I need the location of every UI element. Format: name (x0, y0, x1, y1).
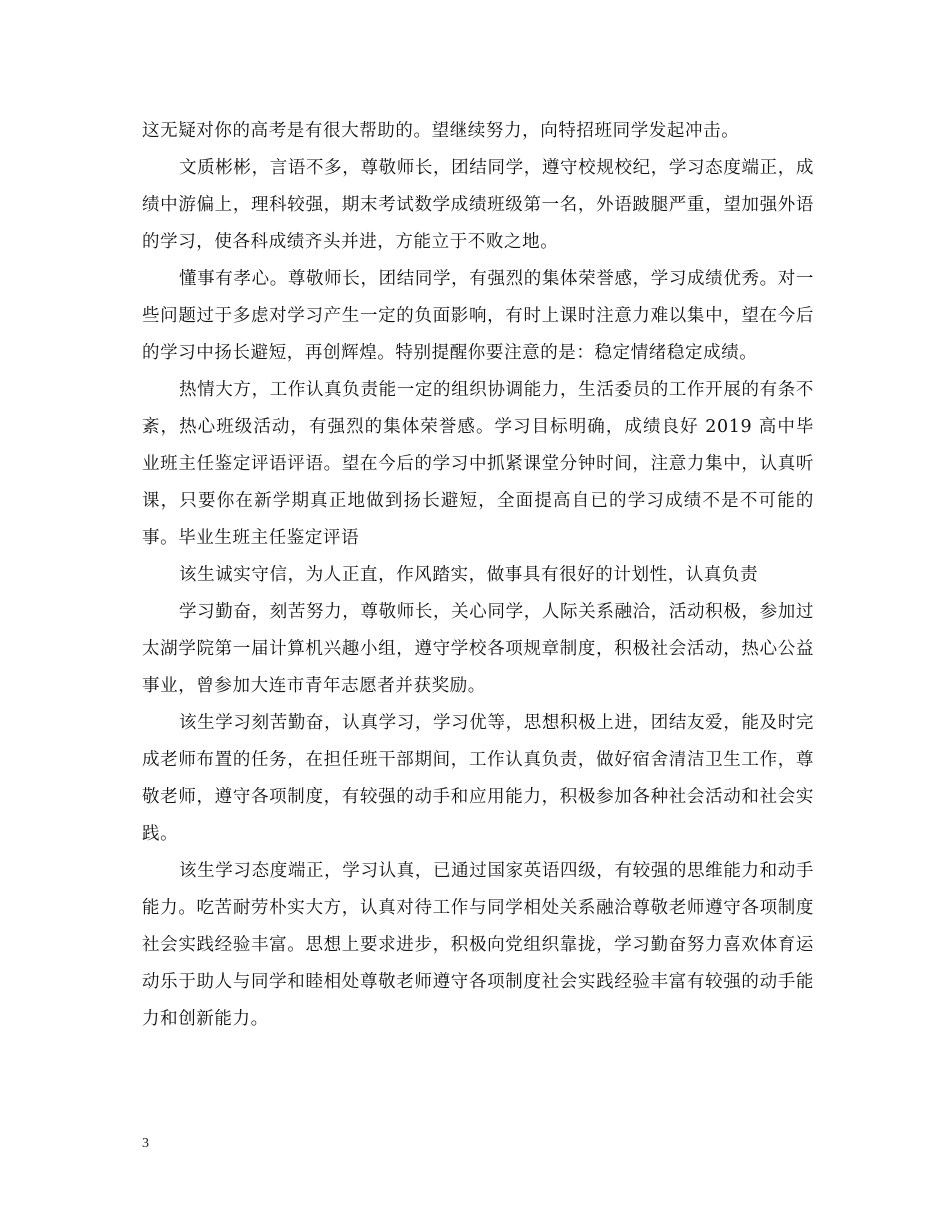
paragraph-4: 热情大方，工作认真负责能一定的组织协调能力，生活委员的工作开展的有条不紊，热心班级活动，有强烈的集体荣誉感。学习目标明确，成绩良好 2019 高中毕业班主任鉴定评语评语。望在今后的学习中抓紧课堂分钟时间，注意力集中，认真听课，只要你在新学期真正地做到扬长避短，全面提高自已的学习成绩不是不可能的事。毕业生班主任鉴定评语 (142, 380, 814, 548)
document-body (142, 113, 814, 1038)
paragraph-2: 文质彬彬，言语不多，尊敬师长，团结同学，遵守校规校纪，学习态度端正，成绩中游偏上，理科较强，期末考试数学成绩班级第一名，外语跛腿严重，望加强外语的学习，使各科成绩齐头并进，方能立于不败之地。 (142, 158, 814, 252)
paragraph-5: 该生诚实守信，为人正直，作风踏实，做事具有很好的计划性，认真负责 (179, 565, 759, 585)
paragraph-7: 该生学习刻苦勤奋，认真学习，学习优等，思想积极上进，团结友爱，能及时完成老师布置的任务，在担任班干部期间，工作认真负责，做好宿舍清洁卫生工作，尊敬老师，遵守各项制度，有较强的动手和应用能力，积极参加各种社会活动和社会实践。 (142, 713, 814, 844)
paragraph-3: 懂事有孝心。尊敬师长，团结同学，有强烈的集体荣誉感，学习成绩优秀。对一些问题过于多虑对学习产生一定的负面影响，有时上课时注意力难以集中，望在今后的学习中扬长避短，再创辉煌。特别提醒你要注意的是：稳定情绪稳定成绩。 (142, 269, 814, 363)
paragraph-6: 学习勤奋，刻苦努力，尊敬师长，关心同学，人际关系融洽，活动积极，参加过太湖学院第一届计算机兴趣小组，遵守学校各项规章制度，积极社会活动，热心公益事业，曾参加大连市青年志愿者并获奖励。 (142, 602, 814, 696)
paragraph-1: 这无疑对你的高考是有很大帮助的。望继续努力，向特招班同学发起冲击。 (142, 121, 740, 141)
paragraph-8: 该生学习态度端正，学习认真，已通过国家英语四级，有较强的思维能力和动手能力。吃苦耐劳朴实大方，认真对待工作与同学相处关系融洽尊敬老师遵守各项制度社会实践经验丰富。思想上要求进步，积极向党组织靠拢，学习勤奋努力喜欢体育运动乐于助人与同学和睦相处尊敬老师遵守各项制度社会实践经验丰富有较强的动手能力和创新能力。 (142, 861, 814, 1029)
page-number: 3 (142, 1136, 149, 1151)
